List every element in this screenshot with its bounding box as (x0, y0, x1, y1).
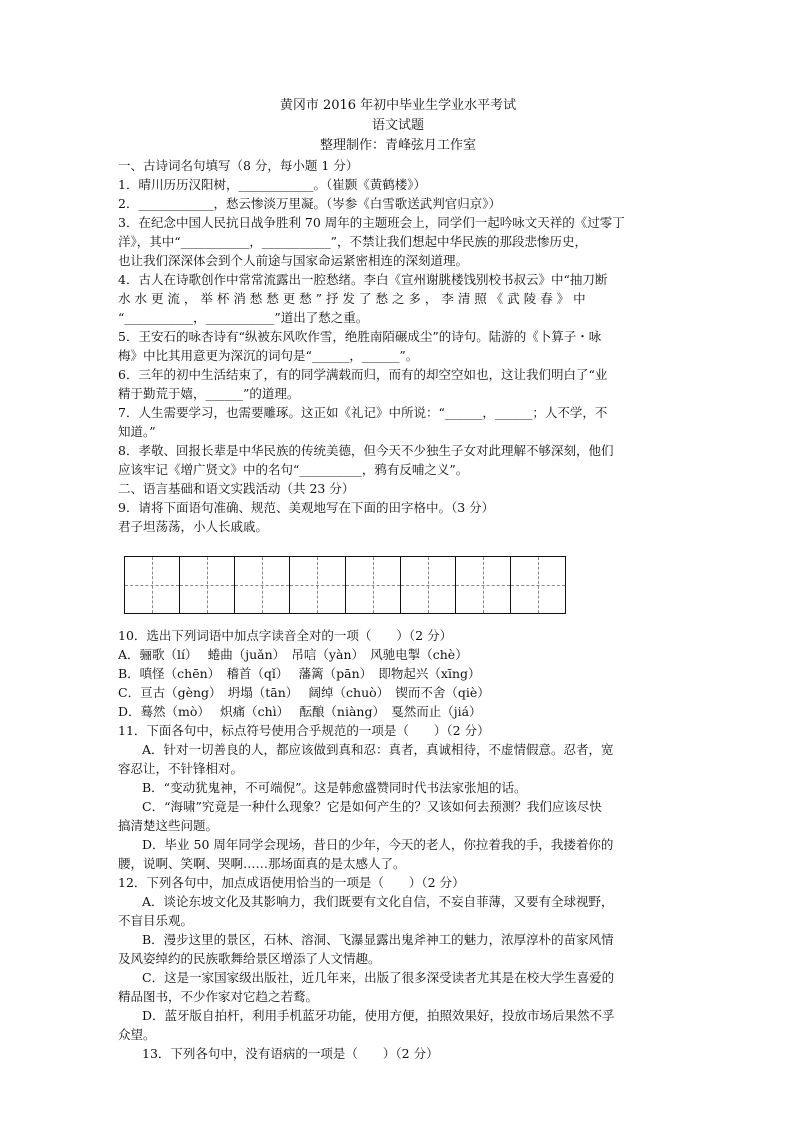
q10-option-a: A．骊歌（lí） 蜷曲（juǎn） 吊唁（yàn） 风驰电掣（chè） (118, 647, 468, 662)
q11-option-a-cont: 容忍让，不针锋相对。 (118, 761, 244, 776)
grid-cell[interactable] (346, 557, 401, 613)
q12-option-a: A．谈论东坡文化及其影响力，我们既要有文化自信，不妄自菲薄，又要有全球视野， (142, 894, 614, 909)
q6-line: 精于勤荒于嬉，______”的道理。 (118, 386, 300, 401)
q11-option-d-cont: 腰，说啊、笑啊、哭啊……那场面真的是太感人了。 (118, 856, 406, 871)
q3-line: 3．在纪念中国人民抗日战争胜利 70 周年的主题班会上，同学们一起吟咏文天祥的《过零丁 (118, 215, 625, 230)
exam-subtitle: 语文试题 (371, 118, 424, 133)
q4-line: 水 水 更 流 ， 举 杯 消 愁 愁 更 愁 ” 抒 发 了 愁 之 多 ， 李 清 照 《 武 陵 春 》 中 (118, 291, 586, 306)
q1-line: 1．晴川历历汉阳树，____________。（崔颢《黄鹤楼》） (118, 177, 426, 192)
section-1-heading: 一、古诗词名句填写（8 分，每小题 1 分） (118, 158, 359, 173)
exam-page (118, 96, 678, 1063)
q6-line: 6．三年的初中生活结束了，有的同学满载而归，而有的却空空如也，这让我们明白了“业 (118, 367, 608, 382)
exam-producer: 整理制作：青峰弦月工作室 (319, 138, 476, 153)
q11-option-c-cont: 搞清楚这些问题。 (118, 818, 219, 833)
q12-option-c-cont: 精品图书，不少作家对它趋之若鹜。 (118, 989, 319, 1004)
q9-text: 君子坦荡荡，小人长戚戚。 (118, 519, 269, 534)
q10-stem: 10．选出下列词语中加点字读音全对的一项（ ）（2 分） (118, 628, 453, 643)
grid-cell[interactable] (125, 557, 180, 613)
q10-option-b: B．嗔怪（chēn） 稽首（qǐ） 藩篱（pān） 即物起兴（xīng） (118, 666, 481, 681)
grid-cell[interactable] (180, 557, 235, 613)
q12-option-b-cont: 及风姿绰约的民族歌舞给景区增添了人文情趣。 (118, 951, 381, 966)
q4-line: 4．古人在诗歌创作中常常流露出一腔愁绪。李白《宣州谢朓楼饯别校书叔云》中“抽刀断 (118, 272, 608, 287)
q11-option-c: C．“海啸”究竟是一种什么现象？它是如何产生的？又该如何去预测？我们应该尽快 (142, 799, 602, 814)
q2-line: 2．____________，愁云惨淡万里凝。（岑参《白雪歌送武判官归京》） (118, 196, 501, 211)
grid-cell[interactable] (511, 557, 565, 613)
q5-line: 梅》中比其用意更为深沉的词句是“______，______”。 (118, 348, 419, 363)
q13-stem: 13．下列各句中，没有语病的一项是（ ）（2 分） (142, 1046, 439, 1061)
q12-stem: 12．下列各句中，加点成语使用恰当的一项是（ ）（2 分） (118, 875, 465, 890)
q11-option-a: A．针对一切善良的人，都应该做到真和忍：真者，真诚相待，不虚情假意。忍者，宽 (142, 742, 614, 757)
grid-cell[interactable] (290, 557, 345, 613)
q12-option-d-cont: 众望。 (118, 1027, 156, 1042)
q3-line: 洋》，其中“___________，___________”，不禁让我们想起中华民族的那段悲惨历史， (118, 234, 588, 249)
grid-cell[interactable] (401, 557, 456, 613)
q3-line: 也让我们深深体会到个人前途与国家命运紧密相连的深刻道理。 (118, 253, 469, 268)
q5-line: 5．王安石的咏杏诗有“纵被东风吹作雪，绝胜南陌碾成尘”的诗句。陆游的《卜算子・咏 (118, 329, 602, 344)
q12-option-c: C．这是一家国家级出版社，近几年来，出版了很多深受读者尤其是在校大学生喜爱的 (142, 970, 615, 985)
section-2-heading: 二、语言基础和语文实践活动（共 23 分） (118, 481, 355, 496)
q8-line: 8．孝敬、回报长辈是中华民族的传统美德，但今天不少独生子女对此理解不够深刻，他们 (118, 443, 614, 458)
q9-stem: 9．请将下面语句准确、规范、美观地写在下面的田字格中。（3 分） (118, 500, 495, 515)
q4-line: “___________，___________”道出了愁之重。 (118, 310, 369, 325)
q8-line: 应该牢记《增广贤文》中的名句“__________，鸦有反哺之义”。 (118, 462, 469, 477)
q12-option-b: B．漫步这里的景区，石林、溶洞、飞瀑显露出鬼斧神工的魅力，浓厚淳朴的苗家风情 (142, 932, 614, 947)
q11-stem: 11．下面各句中，标点符号使用合乎规范的一项是（ ）（2 分） (118, 723, 490, 738)
exam-title: 黄冈市 2016 年初中毕业生学业水平考试 (279, 98, 517, 113)
grid-cell[interactable] (235, 557, 290, 613)
q7-line: 知道。” (118, 424, 156, 439)
q11-option-d: D．毕业 50 周年同学会现场，昔日的少年，今天的老人，你拉着我的手，我搂着你的 (142, 837, 614, 852)
q11-option-b: B．“变动犹鬼神，不可端倪”。这是韩愈盛赞同时代书法家张旭的话。 (142, 780, 527, 795)
q10-option-d: D．蓦然（mò） 炽痛（chì） 酝酿（niàng） 戛然而止（jiá） (118, 704, 482, 719)
q10-option-c: C．亘古（gèng） 坍塌（tān） 阔绰（chuò） 锲而不舍（qiè） (118, 685, 490, 700)
q12-option-d: D．蓝牙版自拍杆，利用手机蓝牙功能，使用方便，拍照效果好，投放市场后果然不孚 (142, 1008, 615, 1023)
tianzige-grid[interactable] (124, 556, 566, 614)
q7-line: 7．人生需要学习，也需要雕琢。这正如《礼记》中所说：“______，______；人不学，不 (118, 405, 608, 420)
grid-cell[interactable] (456, 557, 511, 613)
q12-option-a-cont: 不盲目乐观。 (118, 913, 194, 928)
